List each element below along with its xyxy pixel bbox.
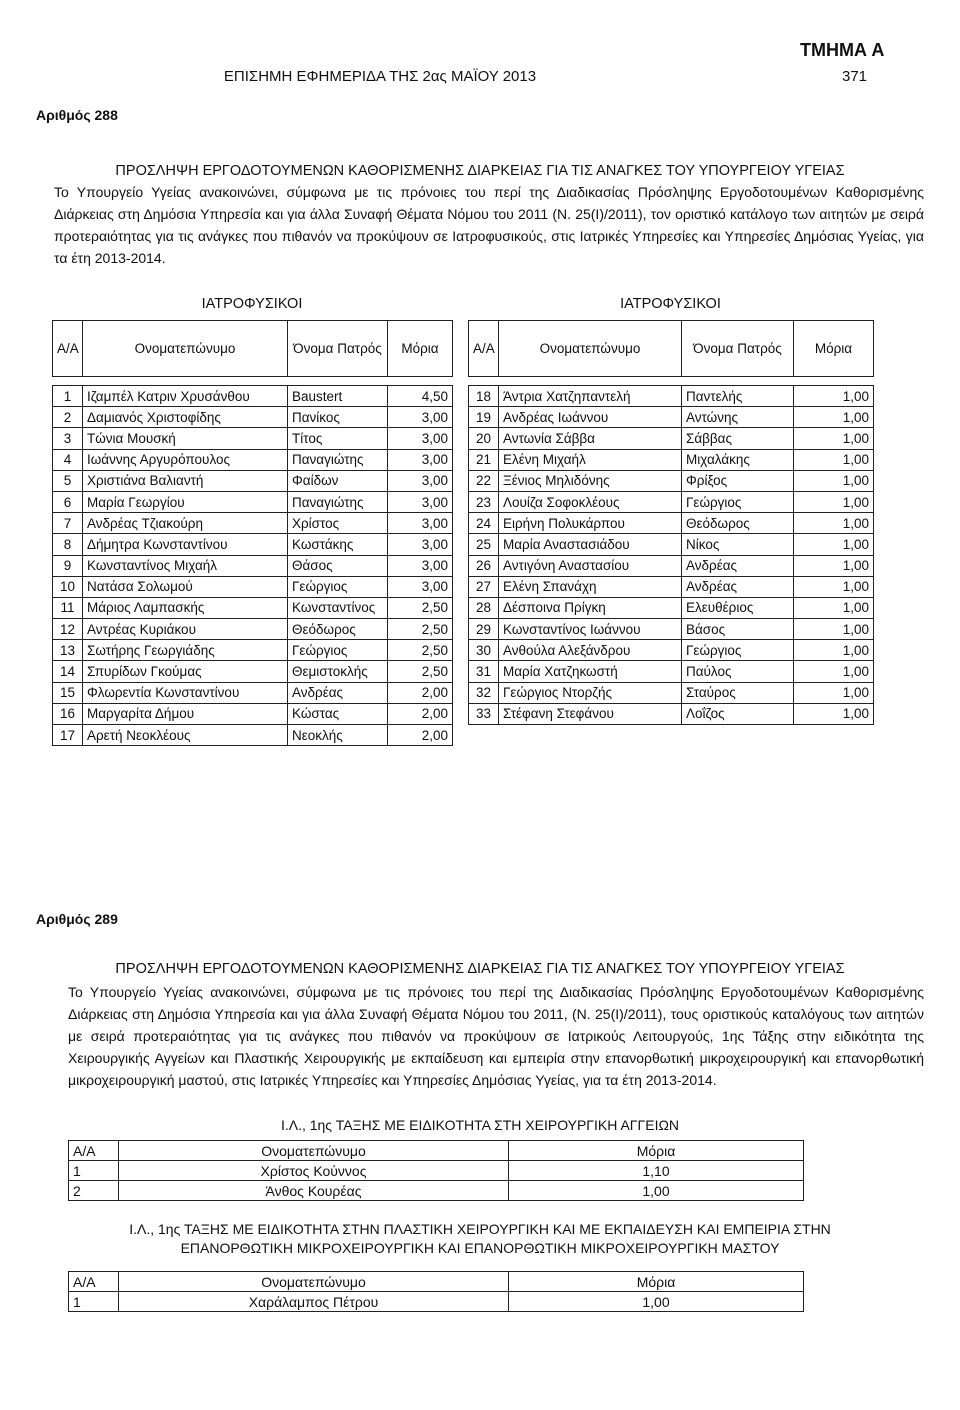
row-points: 3,00 bbox=[388, 534, 453, 555]
table-row bbox=[469, 428, 874, 449]
spacer-cell bbox=[682, 377, 794, 386]
row-index: 32 bbox=[469, 682, 499, 703]
row-index: 16 bbox=[53, 703, 83, 724]
row-name: Αρετή Νεοκλέους bbox=[83, 725, 288, 746]
row-name: Δέσποινα Πρίγκη bbox=[499, 597, 682, 618]
table-row bbox=[469, 386, 874, 407]
row-name: Μαρία Γεωργίου bbox=[83, 491, 288, 512]
row-name: Ανθούλα Αλεξάνδρου bbox=[499, 640, 682, 661]
row-name: Φλωρεντία Κωνσταντίνου bbox=[83, 682, 288, 703]
col-header-aa: Α/Α bbox=[469, 321, 499, 377]
gazette-title: ΕΠΙΣΗΜΗ ΕΦΗΜΕΡΙΔΑ ΤΗΣ 2ας ΜΑΪΟΥ 2013 bbox=[223, 68, 537, 85]
row-name: Ειρήνη Πολυκάρπου bbox=[499, 513, 682, 534]
row-name: Ιζαμπέλ Κατριν Χρυσάνθου bbox=[83, 386, 288, 407]
col-header-father: Όνομα Πατρός bbox=[682, 321, 794, 377]
col-header-father: Όνομα Πατρός bbox=[288, 321, 388, 377]
table2-title-line2: ΕΠΑΝΟΡΘΩΤΙΚΗ ΜΙΚΡΟΧΕΙΡΟΥΡΓΙΚΗ ΚΑΙ ΕΠΑΝΟΡΘΩΤΙΚΗ ΜΙΚΡΟΧΕΙΡΟΥΡΓΙΚΗ ΜΑΣΤΟΥ bbox=[180, 1240, 780, 1256]
row-points: 1,00 bbox=[794, 534, 874, 555]
vascular-surgery-table bbox=[68, 1140, 804, 1201]
row-name: Ανδρέας Τζιακούρη bbox=[83, 513, 288, 534]
row-index: 10 bbox=[53, 576, 83, 597]
row-name: Σωτήρης Γεωργιάδης bbox=[83, 640, 288, 661]
table-header-row bbox=[69, 1272, 804, 1292]
notice-289-body: Το Υπουργείο Υγείας ανακοινώνει, σύμφωνα με τις πρόνοιες του περί της Διαδικασίας Πρόσληψης Εργοδοτουμένων Καθορισμένης Διάρκειας στη Δημόσια Υπηρεσία και για άλλα Συναφή Θέματα Νόμου του 2011, (Ν. 25(Ι)/2011), τους οριστικούς καταλόγους των αιτητών με σειρά προτεραιότητας για τις ανάγκες που πιθανόν να προκύψουν σε Ιατρικούς Λειτουργούς, 1ης Τάξης στην ειδικότητα της Χειρουργικής Αγγείων και Πλαστικής Χειρουργικής με εκπαίδευση και εμπειρία στην επανορθωτική μικροχειρουργική και επανορθωτική μικροχειρουργική μαστού, στις Ιατρικές Υπηρεσίες και Υπηρεσίες Δημόσιας Υγείας, για τα έτη 2013-2014. bbox=[68, 984, 924, 1088]
row-points: 3,00 bbox=[388, 576, 453, 597]
spacer-row bbox=[53, 377, 453, 386]
row-index: 22 bbox=[469, 470, 499, 491]
row-name: Χαράλαμπος Πέτρου bbox=[119, 1292, 509, 1312]
row-points: 3,00 bbox=[388, 513, 453, 534]
table-row bbox=[469, 576, 874, 597]
row-index: 4 bbox=[53, 449, 83, 470]
row-points: 4,50 bbox=[388, 386, 453, 407]
row-father-name: Γεώργιος bbox=[682, 640, 794, 661]
row-name: Ξένιος Μηλιδόνης bbox=[499, 470, 682, 491]
row-index: 20 bbox=[469, 428, 499, 449]
row-index: 23 bbox=[469, 491, 499, 512]
notice-288-body: Το Υπουργείο Υγείας ανακοινώνει, σύμφωνα με τις πρόνοιες του περί της Διαδικασίας Πρόσληψης Εργοδοτουμένων Καθορισμένης Διάρκειας στη Δημόσια Υπηρεσία και για άλλα Συναφή Θέματα Νόμου του 2011 (Ν. 25(Ι)/2011), τον οριστικό κατάλογο των αιτητών με σειρά προτεραιότητας για τις ανάγκες που πιθανόν να προκύψουν σε Ιατροφυσικούς, στις Ιατρικές Υπηρεσίες και Υπηρεσίες Δημόσιας Υγείας, για τα έτη 2013-2014. bbox=[54, 184, 924, 266]
row-father-name: Παύλος bbox=[682, 661, 794, 682]
row-points: 3,00 bbox=[388, 491, 453, 512]
table-row bbox=[53, 428, 453, 449]
row-father-name: Λοΐζος bbox=[682, 703, 794, 724]
row-points: 3,00 bbox=[388, 555, 453, 576]
table-row bbox=[53, 491, 453, 512]
row-index: 29 bbox=[469, 619, 499, 640]
table-row bbox=[469, 470, 874, 491]
row-index: 30 bbox=[469, 640, 499, 661]
row-father-name: Παναγιώτης bbox=[288, 491, 388, 512]
table-row bbox=[53, 661, 453, 682]
row-points: 2,00 bbox=[388, 703, 453, 724]
notice-289-number: Αριθμός 289 bbox=[36, 911, 118, 927]
row-name: Ανδρέας Ιωάννου bbox=[499, 407, 682, 428]
row-points: 1,00 bbox=[794, 661, 874, 682]
spacer-cell bbox=[388, 377, 453, 386]
row-points: 2,50 bbox=[388, 661, 453, 682]
row-name: Κωνσταντίνος Ιωάννου bbox=[499, 619, 682, 640]
spacer-cell bbox=[499, 377, 682, 386]
table-row bbox=[469, 491, 874, 512]
row-name: Δαμιανός Χριστοφίδης bbox=[83, 407, 288, 428]
row-points: 1,00 bbox=[794, 386, 874, 407]
col-header-points: Μόρια bbox=[509, 1141, 804, 1161]
row-points: 1,00 bbox=[794, 703, 874, 724]
row-points: 3,00 bbox=[388, 470, 453, 491]
row-index: 5 bbox=[53, 470, 83, 491]
table2-title-line1: Ι.Λ., 1ης ΤΑΞΗΣ ΜΕ ΕΙΔΙΚΟΤΗΤΑ ΣΤΗΝ ΠΛΑΣΤΙΚΗ ΧΕΙΡΟΥΡΓΙΚΗ ΚΑΙ ΜΕ ΕΚΠΑΙΔΕΥΣΗ ΚΑΙ ΕΜΠΕΙΡΙΑ ΣΤΗΝ bbox=[129, 1221, 831, 1237]
col-header-points: Μόρια bbox=[794, 321, 874, 377]
row-index: 13 bbox=[53, 640, 83, 661]
plastic-surgery-table bbox=[68, 1271, 804, 1312]
row-name: Σπυρίδων Γκούμας bbox=[83, 661, 288, 682]
row-name: Μάριος Λαμπασκής bbox=[83, 597, 288, 618]
right-list-title: ΙΑΤΡΟΦΥΣΙΚΟΙ bbox=[620, 296, 721, 312]
notice-289-title: ΠΡΟΣΛΗΨΗ ΕΡΓΟΔΟΤΟΥΜΕΝΩΝ ΚΑΘΟΡΙΣΜΕΝΗΣ ΔΙΑΡΚΕΙΑΣ ΓΙΑ ΤΙΣ ΑΝΑΓΚΕΣ ΤΟΥ ΥΠΟΥΡΓΕΙΟΥ ΥΓΕΙΑΣ bbox=[115, 961, 845, 977]
row-points: 2,50 bbox=[388, 597, 453, 618]
row-index: 26 bbox=[469, 555, 499, 576]
row-name: Νατάσα Σολωμού bbox=[83, 576, 288, 597]
row-father-name: Θεόδωρος bbox=[682, 513, 794, 534]
row-index: 33 bbox=[469, 703, 499, 724]
row-points: 1,00 bbox=[794, 555, 874, 576]
table-row bbox=[469, 703, 874, 724]
row-name: Ιωάννης Αργυρόπουλος bbox=[83, 449, 288, 470]
table-row bbox=[53, 386, 453, 407]
row-index: 2 bbox=[69, 1181, 119, 1201]
table-row bbox=[69, 1161, 804, 1181]
row-index: 2 bbox=[53, 407, 83, 428]
table-row bbox=[53, 555, 453, 576]
row-father-name: Αντώνης bbox=[682, 407, 794, 428]
row-father-name: Θάσος bbox=[288, 555, 388, 576]
row-name: Χρίστος Κούννος bbox=[119, 1161, 509, 1181]
row-father-name: Σταύρος bbox=[682, 682, 794, 703]
table-row bbox=[469, 640, 874, 661]
row-name: Άνθος Κουρέας bbox=[119, 1181, 509, 1201]
row-index: 1 bbox=[69, 1292, 119, 1312]
row-index: 1 bbox=[53, 386, 83, 407]
row-name: Άντρια Χατζηπαντελή bbox=[499, 386, 682, 407]
row-points: 2,50 bbox=[388, 640, 453, 661]
row-father-name: Κώστας bbox=[288, 703, 388, 724]
row-points: 1,10 bbox=[509, 1161, 804, 1181]
row-points: 1,00 bbox=[794, 576, 874, 597]
table-row bbox=[53, 640, 453, 661]
table-row bbox=[469, 682, 874, 703]
row-name: Ελένη Σπανάχη bbox=[499, 576, 682, 597]
spacer-cell bbox=[794, 377, 874, 386]
row-points: 3,00 bbox=[388, 407, 453, 428]
col-header-name: Ονοματεπώνυμο bbox=[499, 321, 682, 377]
col-header-aa: Α/Α bbox=[69, 1141, 119, 1161]
row-points: 1,00 bbox=[509, 1292, 804, 1312]
table-row bbox=[469, 534, 874, 555]
col-header-name: Ονοματεπώνυμο bbox=[119, 1141, 509, 1161]
row-father-name: Τίτος bbox=[288, 428, 388, 449]
row-father-name: Κωνσταντίνος bbox=[288, 597, 388, 618]
row-index: 28 bbox=[469, 597, 499, 618]
row-name: Γεώργιος Ντορζής bbox=[499, 682, 682, 703]
row-points: 1,00 bbox=[794, 682, 874, 703]
row-index: 14 bbox=[53, 661, 83, 682]
row-name: Μαργαρίτα Δήμου bbox=[83, 703, 288, 724]
table-row bbox=[53, 534, 453, 555]
row-father-name: Θεμιστοκλής bbox=[288, 661, 388, 682]
row-index: 15 bbox=[53, 682, 83, 703]
row-index: 19 bbox=[469, 407, 499, 428]
row-father-name: Φρίξος bbox=[682, 470, 794, 491]
row-father-name: Ανδρέας bbox=[288, 682, 388, 703]
row-name: Κωνσταντίνος Μιχαήλ bbox=[83, 555, 288, 576]
row-index: 17 bbox=[53, 725, 83, 746]
row-index: 12 bbox=[53, 619, 83, 640]
row-points: 1,00 bbox=[794, 491, 874, 512]
table-row bbox=[469, 661, 874, 682]
row-name: Αντιγόνη Αναστασίου bbox=[499, 555, 682, 576]
row-points: 1,00 bbox=[794, 428, 874, 449]
row-father-name: Νίκος bbox=[682, 534, 794, 555]
table-row bbox=[53, 597, 453, 618]
row-points: 2,00 bbox=[388, 725, 453, 746]
row-name: Χριστιάνα Βαλιαντή bbox=[83, 470, 288, 491]
spacer-cell bbox=[53, 377, 83, 386]
col-header-aa: Α/Α bbox=[53, 321, 83, 377]
notice-288-number: Αριθμός 288 bbox=[36, 107, 118, 123]
table-row bbox=[469, 407, 874, 428]
table-header-row bbox=[469, 321, 874, 377]
row-name: Στέφανη Στεφάνου bbox=[499, 703, 682, 724]
row-name: Μαρία Αναστασιάδου bbox=[499, 534, 682, 555]
table-row bbox=[469, 597, 874, 618]
table-row bbox=[469, 619, 874, 640]
row-father-name: Θεόδωρος bbox=[288, 619, 388, 640]
row-name: Ελένη Μιχαήλ bbox=[499, 449, 682, 470]
table-row bbox=[53, 513, 453, 534]
table-row bbox=[69, 1292, 804, 1312]
row-father-name: Μιχαλάκης bbox=[682, 449, 794, 470]
spacer-cell bbox=[83, 377, 288, 386]
table-row bbox=[53, 619, 453, 640]
row-father-name: Γεώργιος bbox=[682, 491, 794, 512]
row-points: 3,00 bbox=[388, 428, 453, 449]
physicists-table-left bbox=[52, 320, 453, 746]
table-row bbox=[69, 1181, 804, 1201]
row-index: 31 bbox=[469, 661, 499, 682]
col-header-points: Μόρια bbox=[509, 1272, 804, 1292]
row-index: 3 bbox=[53, 428, 83, 449]
row-index: 27 bbox=[469, 576, 499, 597]
row-father-name: Baustert bbox=[288, 386, 388, 407]
section-label: ΤΜΗΜΑ Α bbox=[800, 40, 885, 60]
spacer-cell bbox=[288, 377, 388, 386]
row-points: 1,00 bbox=[509, 1181, 804, 1201]
row-points: 1,00 bbox=[794, 619, 874, 640]
row-father-name: Ανδρέας bbox=[682, 555, 794, 576]
table-header-row bbox=[69, 1141, 804, 1161]
row-index: 1 bbox=[69, 1161, 119, 1181]
col-header-name: Ονοματεπώνυμο bbox=[83, 321, 288, 377]
row-points: 2,50 bbox=[388, 619, 453, 640]
row-father-name: Ανδρέας bbox=[682, 576, 794, 597]
notice-288-title: ΠΡΟΣΛΗΨΗ ΕΡΓΟΔΟΤΟΥΜΕΝΩΝ ΚΑΘΟΡΙΣΜΕΝΗΣ ΔΙΑΡΚΕΙΑΣ ΓΙΑ ΤΙΣ ΑΝΑΓΚΕΣ ΤΟΥ ΥΠΟΥΡΓΕΙΟΥ ΥΓΕΙΑΣ bbox=[115, 163, 845, 179]
table-row bbox=[469, 449, 874, 470]
row-father-name: Φαίδων bbox=[288, 470, 388, 491]
spacer-row bbox=[469, 377, 874, 386]
row-points: 1,00 bbox=[794, 597, 874, 618]
row-father-name: Γεώργιος bbox=[288, 576, 388, 597]
row-index: 11 bbox=[53, 597, 83, 618]
table-row bbox=[469, 555, 874, 576]
row-name: Τώνια Μουσκή bbox=[83, 428, 288, 449]
row-father-name: Ελευθέριος bbox=[682, 597, 794, 618]
table-row bbox=[53, 682, 453, 703]
row-points: 1,00 bbox=[794, 407, 874, 428]
row-name: Δήμητρα Κωνσταντίνου bbox=[83, 534, 288, 555]
row-points: 1,00 bbox=[794, 449, 874, 470]
row-index: 21 bbox=[469, 449, 499, 470]
row-father-name: Χρίστος bbox=[288, 513, 388, 534]
row-father-name: Γεώργιος bbox=[288, 640, 388, 661]
col-header-points: Μόρια bbox=[388, 321, 453, 377]
row-points: 2,00 bbox=[388, 682, 453, 703]
table-row bbox=[53, 470, 453, 491]
table-row bbox=[53, 725, 453, 746]
row-points: 1,00 bbox=[794, 470, 874, 491]
left-list-title: ΙΑΤΡΟΦΥΣΙΚΟΙ bbox=[201, 296, 303, 312]
row-name: Λουίζα Σοφοκλέους bbox=[499, 491, 682, 512]
row-father-name: Πανίκος bbox=[288, 407, 388, 428]
row-points: 1,00 bbox=[794, 640, 874, 661]
table-header-row bbox=[53, 321, 453, 377]
row-index: 25 bbox=[469, 534, 499, 555]
row-index: 7 bbox=[53, 513, 83, 534]
row-index: 18 bbox=[469, 386, 499, 407]
table-row bbox=[53, 449, 453, 470]
row-index: 6 bbox=[53, 491, 83, 512]
row-index: 8 bbox=[53, 534, 83, 555]
row-father-name: Βάσος bbox=[682, 619, 794, 640]
row-name: Αντωνία Σάββα bbox=[499, 428, 682, 449]
row-index: 9 bbox=[53, 555, 83, 576]
row-name: Αντρέας Κυριάκου bbox=[83, 619, 288, 640]
row-father-name: Παντελής bbox=[682, 386, 794, 407]
table1-title: Ι.Λ., 1ης ΤΑΞΗΣ ΜΕ ΕΙΔΙΚΟΤΗΤΑ ΣΤΗ ΧΕΙΡΟΥΡΓΙΚΗ ΑΓΓΕΙΩΝ bbox=[280, 1117, 680, 1133]
page-number: 371 bbox=[842, 68, 868, 85]
table-row bbox=[469, 513, 874, 534]
physicists-table-right bbox=[468, 320, 874, 725]
row-points: 3,00 bbox=[388, 449, 453, 470]
row-father-name: Νεοκλής bbox=[288, 725, 388, 746]
row-index: 24 bbox=[469, 513, 499, 534]
col-header-name: Ονοματεπώνυμο bbox=[119, 1272, 509, 1292]
table-row bbox=[53, 576, 453, 597]
row-father-name: Παναγιώτης bbox=[288, 449, 388, 470]
table-row bbox=[53, 703, 453, 724]
row-name: Μαρία Χατζηκωστή bbox=[499, 661, 682, 682]
row-points: 1,00 bbox=[794, 513, 874, 534]
row-father-name: Σάββας bbox=[682, 428, 794, 449]
spacer-cell bbox=[469, 377, 499, 386]
row-father-name: Κωστάκης bbox=[288, 534, 388, 555]
col-header-aa: Α/Α bbox=[69, 1272, 119, 1292]
table-row bbox=[53, 407, 453, 428]
